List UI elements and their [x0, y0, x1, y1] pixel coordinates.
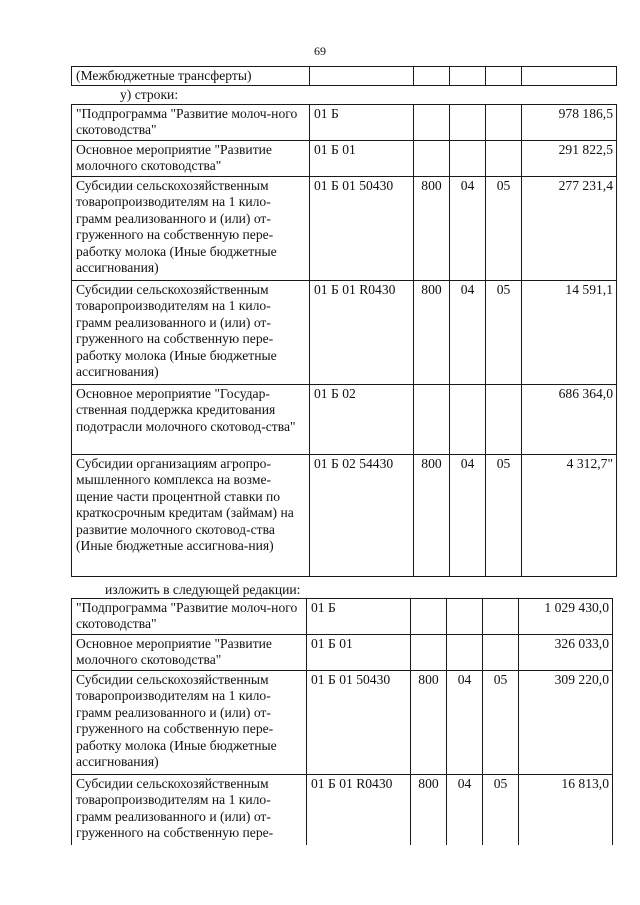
row-sum-cell: 309 220,0 [519, 671, 613, 775]
row-name-cell: Субсидии сельскохозяйственным товаропроизводителям на 1 кило-грамм реализованного и (или) от-груженного на собственную пере-работку молока (Иные бюджетные ассигнования) [72, 281, 310, 385]
row-sum-cell: 686 364,0 [522, 385, 617, 455]
row-vr-cell: 800 [414, 455, 450, 577]
row-sum-cell: 978 186,5 [522, 105, 617, 141]
row-name-cell: Субсидии организациям агропро-мышленного комплекса на возме-щение части процентной ставки по краткосрочным кредитам (займам) на развитие молочного скотовод-ства (Иные бюджетные ассигнова-ния) [72, 455, 310, 577]
row-vr-cell [411, 635, 447, 671]
row-sum-cell: 291 822,5 [522, 141, 617, 177]
row-vr-cell: 800 [411, 671, 447, 775]
row-code-cell: 01 Б [307, 599, 411, 635]
row-rz-cell [447, 635, 483, 671]
row-vr-cell [414, 141, 450, 177]
row-sum-cell: 16 813,0 [519, 775, 613, 845]
row-rz-cell [450, 141, 486, 177]
row-name-cell: Основное мероприятие "Развитие молочного скотоводства" [72, 635, 307, 671]
row-pr-cell: 05 [486, 281, 522, 385]
new-rows-table [71, 598, 613, 845]
page-number: 69 [314, 44, 326, 58]
row-vr-cell: 800 [411, 775, 447, 845]
row-code-cell: 01 Б 01 [310, 141, 414, 177]
row-vr-cell: 800 [414, 177, 450, 281]
table-row [72, 281, 617, 385]
row-pr-cell: 05 [486, 177, 522, 281]
row-name-cell: Основное мероприятие "Государ-ственная поддержка кредитования подотрасли молочного скотовод-ства" [72, 385, 310, 455]
table-row [72, 385, 617, 455]
row-pr-cell [486, 385, 522, 455]
row-pr-cell [483, 599, 519, 635]
table-row [72, 775, 613, 845]
row-sum-cell: 14 591,1 [522, 281, 617, 385]
transfers-header-cell: (Межбюджетные трансферты) [72, 67, 310, 86]
row-rz-cell: 04 [450, 455, 486, 577]
row-pr-cell [483, 635, 519, 671]
row-code-cell: 01 Б [310, 105, 414, 141]
row-vr-cell [411, 599, 447, 635]
row-rz-cell [450, 105, 486, 141]
row-name-cell: Основное мероприятие "Развитие молочного скотоводства" [72, 141, 310, 177]
table-row [72, 177, 617, 281]
row-pr-cell [486, 105, 522, 141]
row-vr-cell: 800 [414, 281, 450, 385]
row-pr-cell: 05 [486, 455, 522, 577]
row-pr-cell: 05 [483, 671, 519, 775]
old-budget-table [71, 66, 617, 86]
row-rz-cell [450, 385, 486, 455]
row-sum-cell: 4 312,7" [522, 455, 617, 577]
row-name-cell: Субсидии сельскохозяйственным товаропроизводителям на 1 кило-грамм реализованного и (или) от-груженного на собственную пере-работку молока (Иные бюджетные ассигнования) [72, 177, 310, 281]
row-code-cell: 01 Б 01 [307, 635, 411, 671]
row-rz-cell: 04 [447, 775, 483, 845]
row-code-cell: 01 Б 02 54430 [310, 455, 414, 577]
table-row [72, 599, 613, 635]
table-row [72, 67, 617, 86]
row-code-cell: 01 Б 01 R0430 [310, 281, 414, 385]
row-sum-cell: 326 033,0 [519, 635, 613, 671]
row-name-cell: Субсидии сельскохозяйственным товаропроизводителям на 1 кило-грамм реализованного и (или) от-груженного на собственную пере-работку молока (Иные бюджетные ассигнования) [72, 671, 307, 775]
row-name-cell: "Подпрограмма "Развитие молоч-ного скотоводства" [72, 105, 310, 141]
row-name-cell: Субсидии сельскохозяйственным товаропроизводителям на 1 кило-грамм реализованного и (или) от-груженного на собственную пере- [72, 775, 307, 845]
row-name-cell: "Подпрограмма "Развитие молоч-ного скотоводства" [72, 599, 307, 635]
row-code-cell: 01 Б 01 R0430 [307, 775, 411, 845]
row-sum-cell: 1 029 430,0 [519, 599, 613, 635]
row-pr-cell: 05 [483, 775, 519, 845]
old-rows-table [71, 104, 617, 577]
row-code-cell: 01 Б 01 50430 [310, 177, 414, 281]
table-row [72, 455, 617, 577]
row-vr-cell [414, 385, 450, 455]
row-rz-cell: 04 [447, 671, 483, 775]
caption-old-rows: у) строки: [120, 87, 179, 102]
table-row [72, 141, 617, 177]
row-rz-cell: 04 [450, 177, 486, 281]
caption-new-rows: изложить в следующей редакции: [105, 582, 301, 597]
row-pr-cell [486, 141, 522, 177]
row-code-cell: 01 Б 02 [310, 385, 414, 455]
table-row [72, 635, 613, 671]
row-rz-cell [447, 599, 483, 635]
row-code-cell: 01 Б 01 50430 [307, 671, 411, 775]
table-row [72, 105, 617, 141]
row-vr-cell [414, 105, 450, 141]
row-rz-cell: 04 [450, 281, 486, 385]
row-sum-cell: 277 231,4 [522, 177, 617, 281]
table-row [72, 671, 613, 775]
